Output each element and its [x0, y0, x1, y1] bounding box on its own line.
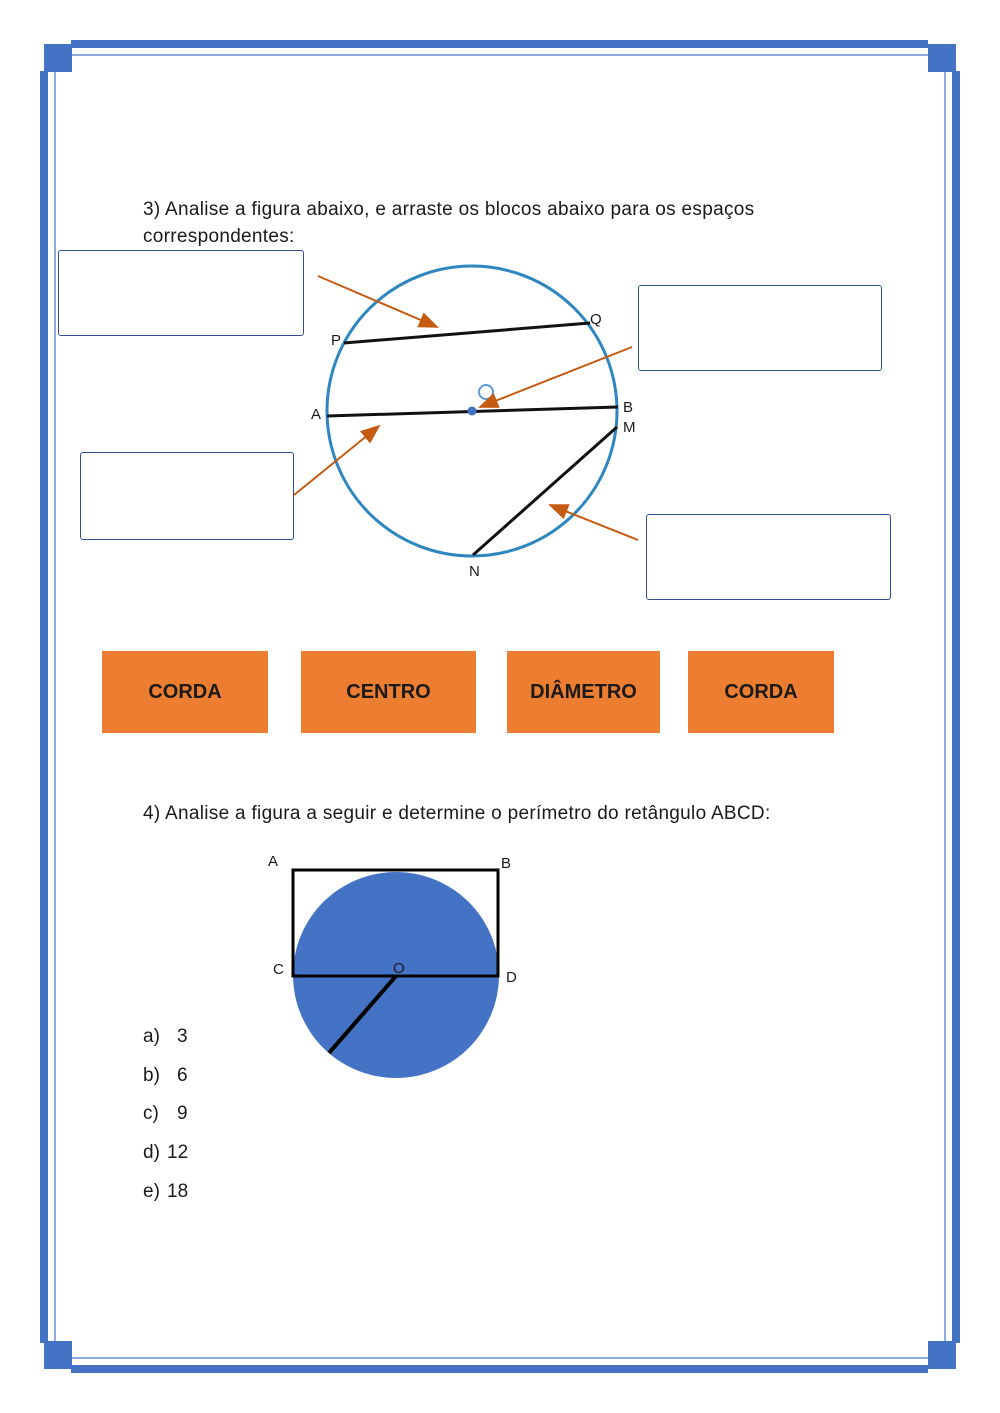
drag-block-centro[interactable]: CENTRO: [301, 651, 476, 733]
drag-block-diametro[interactable]: DIÂMETRO: [507, 651, 660, 733]
option-value: 6: [177, 1064, 188, 1086]
option-value: 9: [177, 1103, 188, 1125]
label-n: N: [469, 563, 480, 580]
label-a: A: [311, 406, 322, 423]
option-c[interactable]: [143, 1095, 188, 1134]
option-letter: c): [143, 1103, 159, 1125]
option-letter: d): [143, 1142, 160, 1164]
option-b[interactable]: [143, 1057, 188, 1096]
label-b: B: [623, 399, 634, 416]
label-rect-c: C: [273, 961, 284, 978]
label-q: Q: [590, 311, 602, 328]
drag-block-corda-1[interactable]: CORDA: [102, 651, 268, 733]
option-e[interactable]: [143, 1172, 188, 1211]
drag-block-corda-2[interactable]: CORDA: [688, 651, 834, 733]
option-d[interactable]: [143, 1134, 188, 1173]
question-3-prompt: 3) Analise a figura abaixo, e arraste os blocos abaixo para os espaços correspondentes:: [143, 199, 755, 247]
option-value: 18: [167, 1180, 189, 1202]
option-value: 12: [167, 1142, 189, 1164]
option-letter: b): [143, 1064, 160, 1086]
option-value: 3: [177, 1026, 188, 1048]
label-rect-d: D: [506, 969, 517, 986]
label-m: M: [623, 419, 636, 436]
option-a[interactable]: [143, 1018, 188, 1057]
question-4-prompt: 4) Analise a figura a seguir e determine o perímetro do retângulo ABCD:: [143, 803, 771, 824]
option-letter: a): [143, 1026, 160, 1048]
answer-options: [143, 1018, 188, 1211]
label-center-o: O: [393, 960, 405, 977]
option-letter: e): [143, 1180, 160, 1202]
label-rect-a: A: [268, 853, 279, 870]
label-rect-b: B: [501, 855, 512, 872]
label-p: P: [331, 332, 342, 349]
